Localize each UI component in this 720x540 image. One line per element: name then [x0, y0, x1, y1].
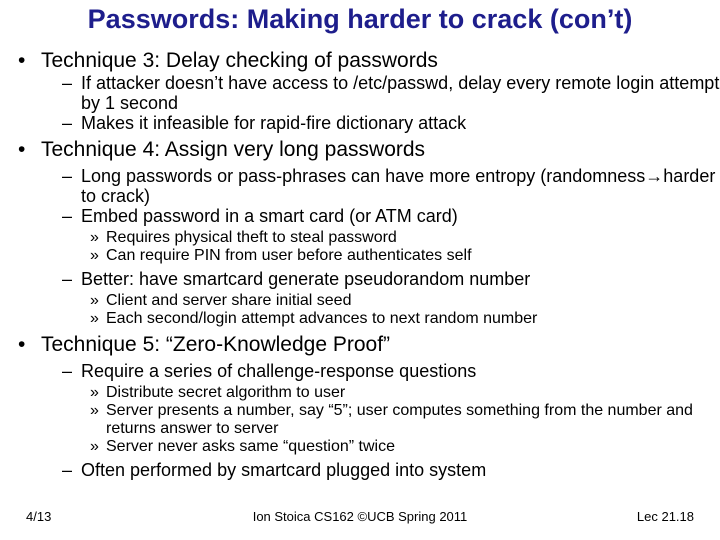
- sub-marker: »: [90, 384, 99, 401]
- technique-4-heading: Technique 4: Assign very long passwords: [41, 138, 426, 161]
- dash-marker: –: [62, 269, 73, 289]
- sub-marker: »: [90, 229, 99, 246]
- dash-marker: –: [62, 361, 73, 381]
- slide-body: [0, 44, 720, 480]
- technique-4-item: [0, 269, 720, 289]
- technique-4-subitem-text: Client and server share initial seed: [106, 292, 352, 309]
- technique-4-item: [0, 206, 720, 226]
- technique-3-item-text: Makes it infeasible for rapid-fire dictionary attack: [81, 113, 467, 133]
- technique-5-item: [0, 460, 720, 480]
- technique-5-subitem-text: Server never asks same “question” twice: [106, 438, 395, 455]
- technique-5-item-text: Often performed by smartcard plugged into system: [81, 460, 487, 480]
- technique-5-subitem-text: Server presents a number, say “5”; user computes something from the number and returns answer to server: [106, 402, 693, 437]
- technique-4-item-text: Better: have smartcard generate pseudorandom number: [81, 269, 531, 289]
- technique-3-heading: Technique 3: Delay checking of passwords: [41, 49, 438, 72]
- technique-4-item-text: Embed password in a smart card (or ATM card): [81, 206, 458, 226]
- technique-5-item: [0, 361, 720, 381]
- technique-5-subitem: [0, 384, 720, 402]
- technique-4-subitem: [0, 229, 720, 247]
- technique-5-subitem-text: Distribute secret algorithm to user: [106, 384, 346, 401]
- technique-5-heading: Technique 5: “Zero-Knowledge Proof”: [41, 333, 391, 356]
- technique-4-subitem: [0, 292, 720, 310]
- technique-4-item-text: Long passwords or pass-phrases can have more entropy (randomness→harder to crack): [81, 166, 716, 206]
- sub-marker: »: [90, 438, 99, 455]
- technique-4-subitem: [0, 247, 720, 265]
- sub-marker: »: [90, 247, 99, 264]
- dash-marker: –: [62, 460, 73, 480]
- technique-4-subitem-text: Each second/login attempt advances to next random number: [106, 310, 538, 327]
- technique-4-bullet: [0, 138, 720, 162]
- technique-5-item-text: Require a series of challenge-response questions: [81, 361, 477, 381]
- technique-5-bullet: [0, 333, 720, 357]
- technique-3-item-text: If attacker doesn’t have access to /etc/passwd, delay every remote login attempt by 1 second: [81, 73, 720, 113]
- dash-marker: –: [62, 166, 73, 186]
- sub-marker: »: [90, 292, 99, 309]
- footer-credit: Ion Stoica CS162 ©UCB Spring 2011: [252, 509, 468, 524]
- bullet-marker: •: [18, 138, 26, 161]
- bullet-marker: •: [18, 49, 26, 72]
- technique-5-subitem: [0, 438, 720, 456]
- technique-4-subitem-text: Can require PIN from user before authenticates self: [106, 247, 472, 264]
- sub-marker: »: [90, 402, 99, 419]
- dash-marker: –: [62, 73, 73, 93]
- dash-marker: –: [62, 113, 73, 133]
- technique-3-item: [0, 73, 720, 113]
- dash-marker: –: [62, 206, 73, 226]
- slide-title: Passwords: Making harder to crack (con’t): [87, 4, 633, 34]
- technique-4-subitem-text: Requires physical theft to steal password: [106, 229, 397, 246]
- bullet-marker: •: [18, 333, 26, 356]
- technique-3-item: [0, 113, 720, 133]
- footer-slide-number: Lec 21.18: [636, 509, 694, 524]
- footer-date: 4/13: [26, 509, 52, 524]
- technique-3-bullet: [0, 49, 720, 73]
- technique-4-item: [0, 166, 720, 206]
- technique-4-subitem: [0, 310, 720, 328]
- sub-marker: »: [90, 310, 99, 327]
- technique-5-subitem: [0, 402, 720, 438]
